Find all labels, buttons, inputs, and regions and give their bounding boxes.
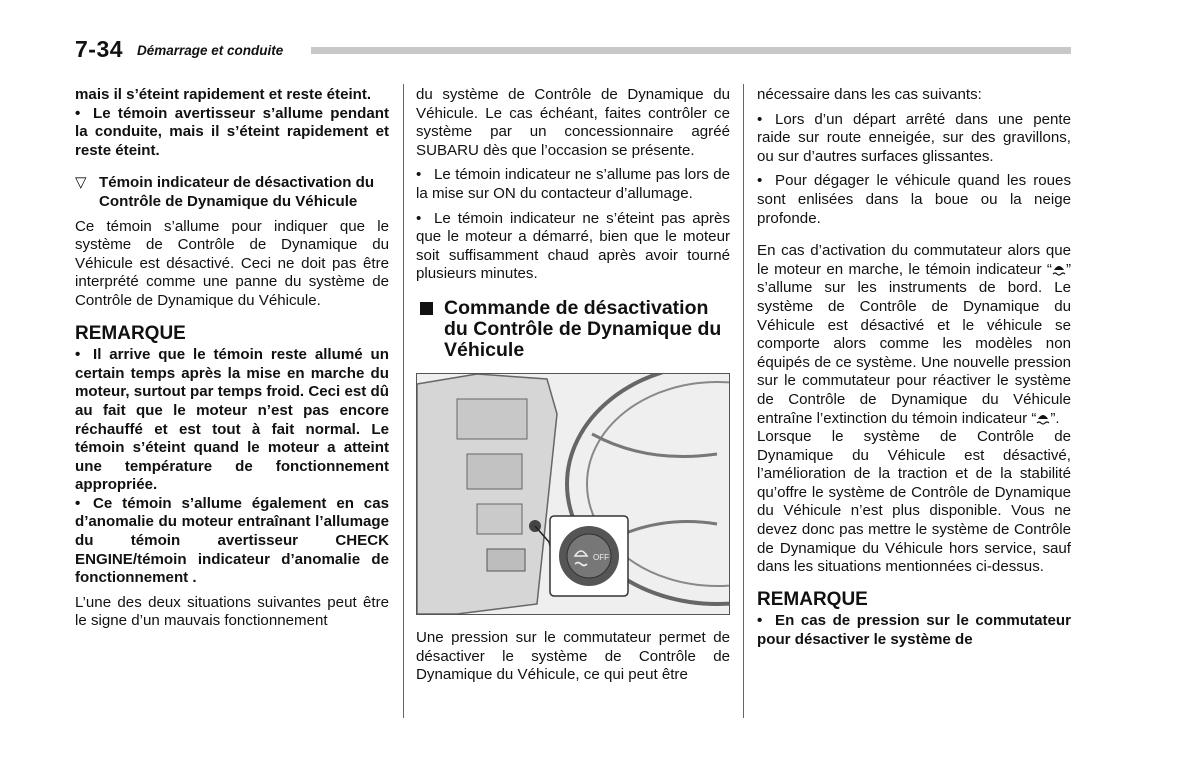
- dashboard-switch-illustration: [417, 374, 729, 614]
- triangle-icon: ▽: [75, 174, 87, 192]
- vdc-off-icon: [1036, 412, 1050, 425]
- note-bullet: • Ce témoin s’allume également en cas d’anomalie du moteur entraînant l’allumage du témoin avertisseur CHECK ENGINE/témoin indicateur d’anomalie de fonctionnement .: [75, 494, 389, 587]
- section-heading: Commande de désactivation du Contrôle de Dynamique du Véhicule: [416, 298, 730, 361]
- section-square-icon: [420, 302, 433, 315]
- column-2: [416, 86, 730, 685]
- bullet-icon: •: [757, 172, 763, 190]
- bullet-icon: •: [757, 612, 763, 630]
- bullet-item: • Lors d’un départ arrêté dans une pente raide sur route enneigée, sur des gravillons, ou sur d’autres surfaces glissantes.: [757, 110, 1071, 165]
- subsection-heading: ▽ Témoin indicateur de désactivation du Contrôle de Dynamique du Véhicule: [75, 174, 375, 210]
- bullet-item: • Le témoin avertisseur s’allume pendant la conduite, mais il s’éteint rapidement et reste éteint.: [75, 104, 389, 159]
- vdc-off-icon: [1052, 263, 1066, 276]
- chapter-title: Démarrage et conduite: [137, 43, 284, 58]
- paragraph: mais il s’éteint rapidement et reste éteint.: [75, 86, 372, 103]
- paragraph: L’une des deux situations suivantes peut être le signe d’un mauvais fonctionnement: [75, 593, 389, 630]
- bullet-icon: •: [757, 110, 763, 128]
- paragraph: du système de Contrôle de Dynamique du Véhicule. Le cas échéant, faites contrôler ce système par un concessionnaire agréé SUBARU dès que l’occasion se présente.: [416, 86, 730, 159]
- header-rule: [311, 47, 1071, 54]
- paragraph: Ce témoin s’allume pour indiquer que le système de Contrôle de Dynamique du Véhicule est désactivé. Ceci ne doit pas être interprété comme une panne du système de Contrôle de Dynamique du Véhicule.: [75, 217, 389, 309]
- page-header: [75, 36, 1071, 64]
- bullet-icon: •: [75, 494, 81, 512]
- paragraph: nécessaire dans les cas suivants:: [757, 86, 982, 103]
- note-heading: REMARQUE: [757, 588, 868, 610]
- bullet-icon: •: [75, 346, 81, 364]
- bullet-icon: •: [416, 166, 422, 184]
- bullet-item: • Le témoin indicateur ne s’éteint pas après que le moteur a démarré, bien que le moteur soit suffisamment chaud après avoir tourné plusieurs minutes.: [416, 209, 730, 283]
- dashboard-illustration: [416, 373, 730, 615]
- column-3: [757, 86, 1071, 650]
- column-divider: [403, 84, 404, 718]
- bullet-item: • Le témoin indicateur ne s’allume pas lors de la mise sur ON du contacteur d’allumage.: [416, 166, 730, 202]
- off-label: OFF: [593, 552, 609, 562]
- column-1: [75, 86, 389, 631]
- note-bullet: • En cas de pression sur le commutateur pour désactiver le système de: [757, 612, 1071, 649]
- bullet-item: • Pour dégager le véhicule quand les roues sont enlisées dans la boue ou la neige profonde.: [757, 172, 1071, 227]
- paragraph: En cas d’activation du commutateur alors que le moteur en marche, le témoin indicateur “ ” s’allume sur les instruments de bord. Le système de Contrôle de Dynamique du Véhicule est désactivé et le véhicule se comporte alors comme les modèles non équipés de ce système. Une nouvelle pression sur le commutateur pour réactiver le système de Contrôle de Dynamique du Véhicule entraîne l’extinction du témoin indicateur “ ”.: [757, 242, 1071, 427]
- note-heading: REMARQUE: [75, 322, 186, 344]
- page-number: 7-34: [75, 36, 124, 62]
- bullet-icon: •: [416, 209, 422, 227]
- bullet-icon: •: [75, 104, 81, 122]
- column-divider: [743, 84, 744, 718]
- paragraph: Lorsque le système de Contrôle de Dynamique du Véhicule est désactivé, l’amélioration de la traction et de la stabilité qu’offre le système de Contrôle de Dynamique du Véhicule n’est plus disponible. Vous ne devez donc pas mettre le système de Contrôle de Dynamique du Véhicule hors service, sauf dans les situations mentionnées ci-dessus.: [757, 428, 1071, 576]
- note-bullet: • Il arrive que le témoin reste allumé un certain temps après la mise en marche du moteur, surtout par temps froid. Ceci est dû au fait que le moteur n’est pas encore réchauffé et est tout à fait normal. Le témoin s’éteint quand le moteur a atteint une température de fonctionnement appropriée.: [75, 346, 389, 494]
- paragraph: Une pression sur le commutateur permet de désactiver le système de Contrôle de Dynamique du Véhicule, ce qui peut être: [416, 628, 730, 684]
